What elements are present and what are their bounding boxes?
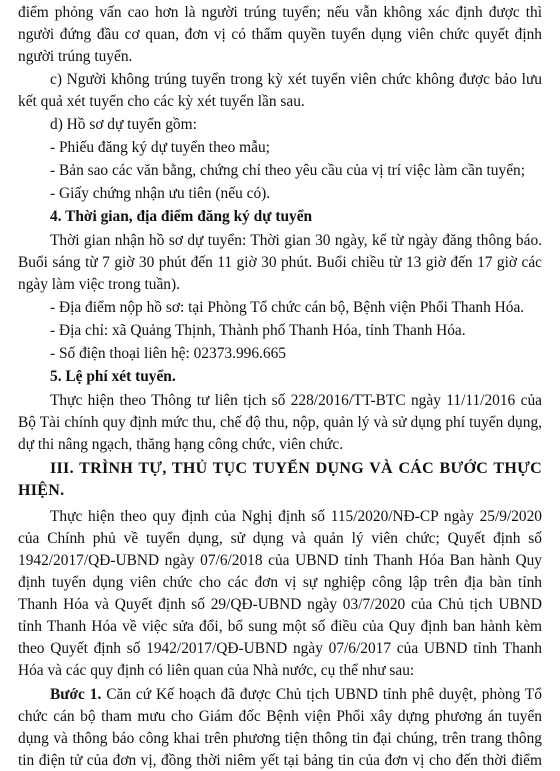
text-line: dự thi nâng ngạch, thăng hạng công chức, viên chức. — [18, 436, 344, 453]
text-line: Hóa và các quy định có liên quan của Nhà nước, cụ thể như sau: — [18, 662, 415, 679]
chapter-heading: III. TRÌNH TỰ, THỦ TỤC TUYỂN DỤNG VÀ CÁC BƯỚC THỰC — [50, 460, 542, 477]
section-heading: 4. Thời gian, địa điểm đăng ký dự tuyển — [50, 208, 313, 225]
step-text: Căn cứ Kế hoạch đã được Chủ tịch UBND tỉnh phê duyệt, phòng Tổ — [101, 686, 543, 703]
list-item: - Địa điểm nộp hồ sơ: tại Phòng Tổ chức cán bộ, Bệnh viện Phổi Thanh Hóa. — [50, 299, 525, 316]
text-line: dụng và thông báo công khai trên phương tiện thông tin đại chúng, trên trang thông — [18, 730, 542, 747]
text-line: Buổi sáng từ 7 giờ 30 phút đến 11 giờ 30 phút. Buổi chiều từ 13 giờ đến 17 giờ các — [18, 254, 542, 271]
step-label: Bước 1. — [50, 686, 102, 703]
text-line: chức cán bộ tham mưu cho Giám đốc Bệnh viện Phổi xây dựng phương án tuyển — [18, 708, 542, 725]
text-line: Thực hiện theo quy định của Nghị định số 115/2020/NĐ-CP ngày 25/9/2020 — [50, 508, 542, 525]
section-heading: 5. Lệ phí xét tuyển. — [50, 368, 176, 385]
list-item: - Bản sao các văn bằng, chứng chỉ theo yêu cầu của vị trí việc làm cần tuyển; — [50, 162, 526, 179]
list-heading: d) Hồ sơ dự tuyển gồm: — [50, 116, 197, 133]
text-line: Thanh Hóa và Quyết định số 29/QĐ-UBND ngày 03/7/2020 của Chủ tịch UBND — [18, 596, 542, 613]
text-line: 1942/2017/QĐ-UBND ngày 07/6/2018 của UBND tỉnh Thanh Hóa Ban hành Quy — [18, 552, 542, 569]
list-item: - Địa chỉ: xã Quảng Thịnh, Thành phố Thanh Hóa, tỉnh Thanh Hóa. — [50, 322, 466, 339]
text-line: định tuyển dụng viên chức cho các đơn vị sự nghiệp công lập trên địa bàn tỉnh — [18, 574, 542, 591]
text-line: người trúng tuyển. — [18, 48, 133, 65]
text-line: người đứng đầu cơ quan, đơn vị có thẩm quyền tuyển dụng viên chức quyết định — [18, 26, 542, 43]
text-line: c) Người không trúng tuyển trong kỳ xét tuyển viên chức không được bảo lưu — [50, 71, 542, 88]
text-line: kết quả xét tuyển cho các kỳ xét tuyển lần sau. — [18, 93, 305, 110]
step-paragraph-line — [50, 684, 542, 705]
chapter-heading-cont: HIỆN. — [18, 482, 65, 499]
text-line: Thực hiện theo Thông tư liên tịch số 228/2016/TT-BTC ngày 11/11/2016 của — [50, 392, 542, 409]
list-item: - Số điện thoại liên hệ: 02373.996.665 — [50, 345, 286, 362]
text-line: theo Quyết định số 1942/2017/QĐ-UBND ngày 07/6/2017 của UBND tỉnh Thanh — [18, 640, 542, 657]
text-line: ngày làm việc trong tuần). — [18, 276, 180, 293]
text-line: tỉnh Thanh Hóa về việc sửa đổi, bổ sung một số điều của Quy định ban hành kèm — [18, 618, 542, 635]
text-line: điểm phỏng vấn cao hơn là người trúng tuyển; nếu vẫn không xác định được thì — [18, 4, 542, 21]
list-item: - Phiếu đăng ký dự tuyển theo mẫu; — [50, 139, 270, 156]
text-line: tin điện tử của đơn vị, đồng thời niêm yết tại bảng tin của đơn vị cho đến thời điểm — [18, 752, 542, 769]
text-line: Thời gian nhận hồ sơ dự tuyển: Thời gian 30 ngày, kể từ ngày đăng thông báo. — [50, 232, 542, 249]
text-line: Bộ Tài chính quy định mức thu, chế độ thu, nộp, quản lý và sử dụng phí tuyển dụng, — [18, 414, 542, 431]
text-line: của Chính phủ về tuyển dụng, sử dụng và quản lý viên chức; Quyết định số — [18, 530, 542, 547]
list-item: - Giấy chứng nhận ưu tiên (nếu có). — [50, 185, 271, 202]
